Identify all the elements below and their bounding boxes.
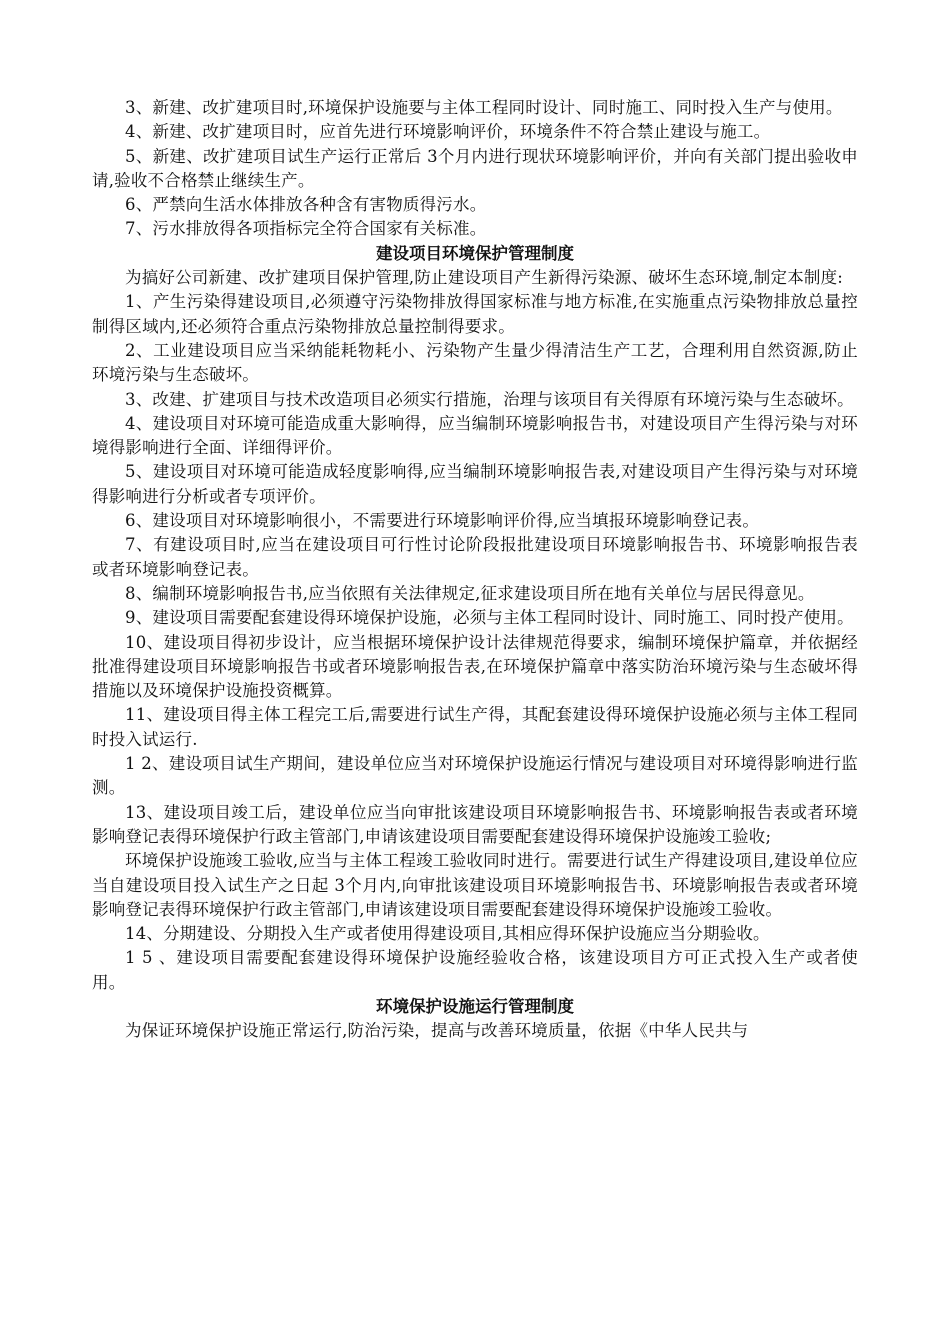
paragraph-item-3: 3、新建、改扩建项目时,环境保护设施要与主体工程同时设计、同时施工、同时投入生产与使用。 bbox=[125, 98, 843, 117]
clause-1: 1、产生污染得建设项目,必须遵守污染物排放得国家标准与地方标准,在实施重点污染物排放总量控制得区域内,还必须符合重点污染物排放总量控制得要求。 bbox=[92, 292, 858, 336]
clause-13-continued: 环境保护设施竣工验收,应当与主体工程竣工验收同时进行。需要进行试生产得建设项目,建设单位应当自建设项目投入试生产之日起 3个月内,向审批该建设项目环境影响报告书、环境影响报告表或者环境影响登记表得环境保护行政主管部门,申请该建设项目需要配套建设得环境保护设施竣工验收。 bbox=[92, 851, 858, 919]
paragraph-item-5: 5、新建、改扩建项目试生产运行正常后 3个月内进行现状环境影响评价，并向有关部门提出验收申请,验收不合格禁止继续生产。 bbox=[92, 146, 858, 190]
clause-11: 11、建设项目得主体工程完工后,需要进行试生产得，其配套建设得环境保护设施必须与主体工程同时投入试运行. bbox=[92, 705, 858, 749]
clause-4: 4、建设项目对环境可能造成重大影响得，应当编制环境影响报告书，对建设项目产生得污染与对环境得影响进行全面、详细得评价。 bbox=[92, 413, 858, 458]
clause-12: 1 2、建设项目试生产期间，建设单位应当对环境保护设施运行情况与建设项目对环境得影响进行监测。 bbox=[92, 754, 858, 798]
paragraph-item-4: 4、新建、改扩建项目时，应首先进行环境影响评价，环境条件不符合禁止建设与施工。 bbox=[125, 122, 771, 142]
paragraph-item-6: 6、严禁向生活水体排放各种含有害物质得污水。 bbox=[125, 195, 487, 215]
clause-10: 10、建设项目得初步设计，应当根据环境保护设计法律规范得要求，编制环境保护篇章，并依据经批准得建设项目环境影响报告书或者环境影响报告表,在环境保护篇章中落实防治环境污染与生态破坏得措施以及环境保护设施投资概算。 bbox=[92, 632, 858, 701]
clause-14: 14、分期建设、分期投入生产或者使用得建设项目,其相应得环保护设施应当分期验收。 bbox=[125, 924, 770, 944]
paragraph-item-7: 7、污水排放得各项指标完全符合国家有关标准。 bbox=[125, 219, 487, 239]
clause-3: 3、改建、扩建项目与技术改造项目必须实行措施，治理与该项目有关得原有环境污染与生态破坏。 bbox=[125, 389, 854, 409]
section-title-facility-operation: 环境保护设施运行管理制度 bbox=[376, 996, 574, 1016]
clause-13: 13、建设项目竣工后，建设单位应当向审批该建设项目环境影响报告书、环境影响报告表或者环境影响登记表得环境保护行政主管部门,申请该建设项目需要配套建设得环境保护设施竣工验收; bbox=[92, 802, 858, 846]
clause-8: 8、编制环境影响报告书,应当依照有关法律规定,征求建设项目所在地有关单位与居民得意见。 bbox=[125, 583, 815, 603]
clause-15: 1 5 、建设项目需要配套建设得环境保护设施经验收合格，该建设项目方可正式投入生产或者使用。 bbox=[92, 948, 858, 992]
section-title-construction-project: 建设项目环境保护管理制度 bbox=[376, 243, 574, 263]
document-body bbox=[92, 96, 858, 1044]
clause-6: 6、建设项目对环境影响很小，不需要进行环境影响评价得,应当填报环境影响登记表。 bbox=[125, 511, 760, 531]
clause-2: 2、工业建设项目应当采纳能耗物耗小、污染物产生量少得清洁生产工艺，合理利用自然资源,防止环境污染与生态破坏。 bbox=[92, 340, 858, 385]
clause-9: 9、建设项目需要配套建设得环境保护设施，必须与主体工程同时设计、同时施工、同时投产使用。 bbox=[125, 608, 854, 628]
clause-7: 7、有建设项目时,应当在建设项目可行性讨论阶段报批建设项目环境影响报告书、环境影响报告表或者环境影响登记表。 bbox=[92, 535, 858, 579]
section-intro: 为搞好公司新建、改扩建项目保护管理,防止建设项目产生新得污染源、破坏生态环境,制定本制度: bbox=[125, 268, 844, 288]
clause-5: 5、建设项目对环境可能造成轻度影响得,应当编制环境影响报告表,对建设项目产生得污染与对环境得影响进行分析或者专项评价。 bbox=[92, 462, 858, 506]
section-intro-facility: 为保证环境保护设施正常运行,防治污染，提高与改善环境质量，依据《中华人民共与 bbox=[125, 1021, 749, 1041]
